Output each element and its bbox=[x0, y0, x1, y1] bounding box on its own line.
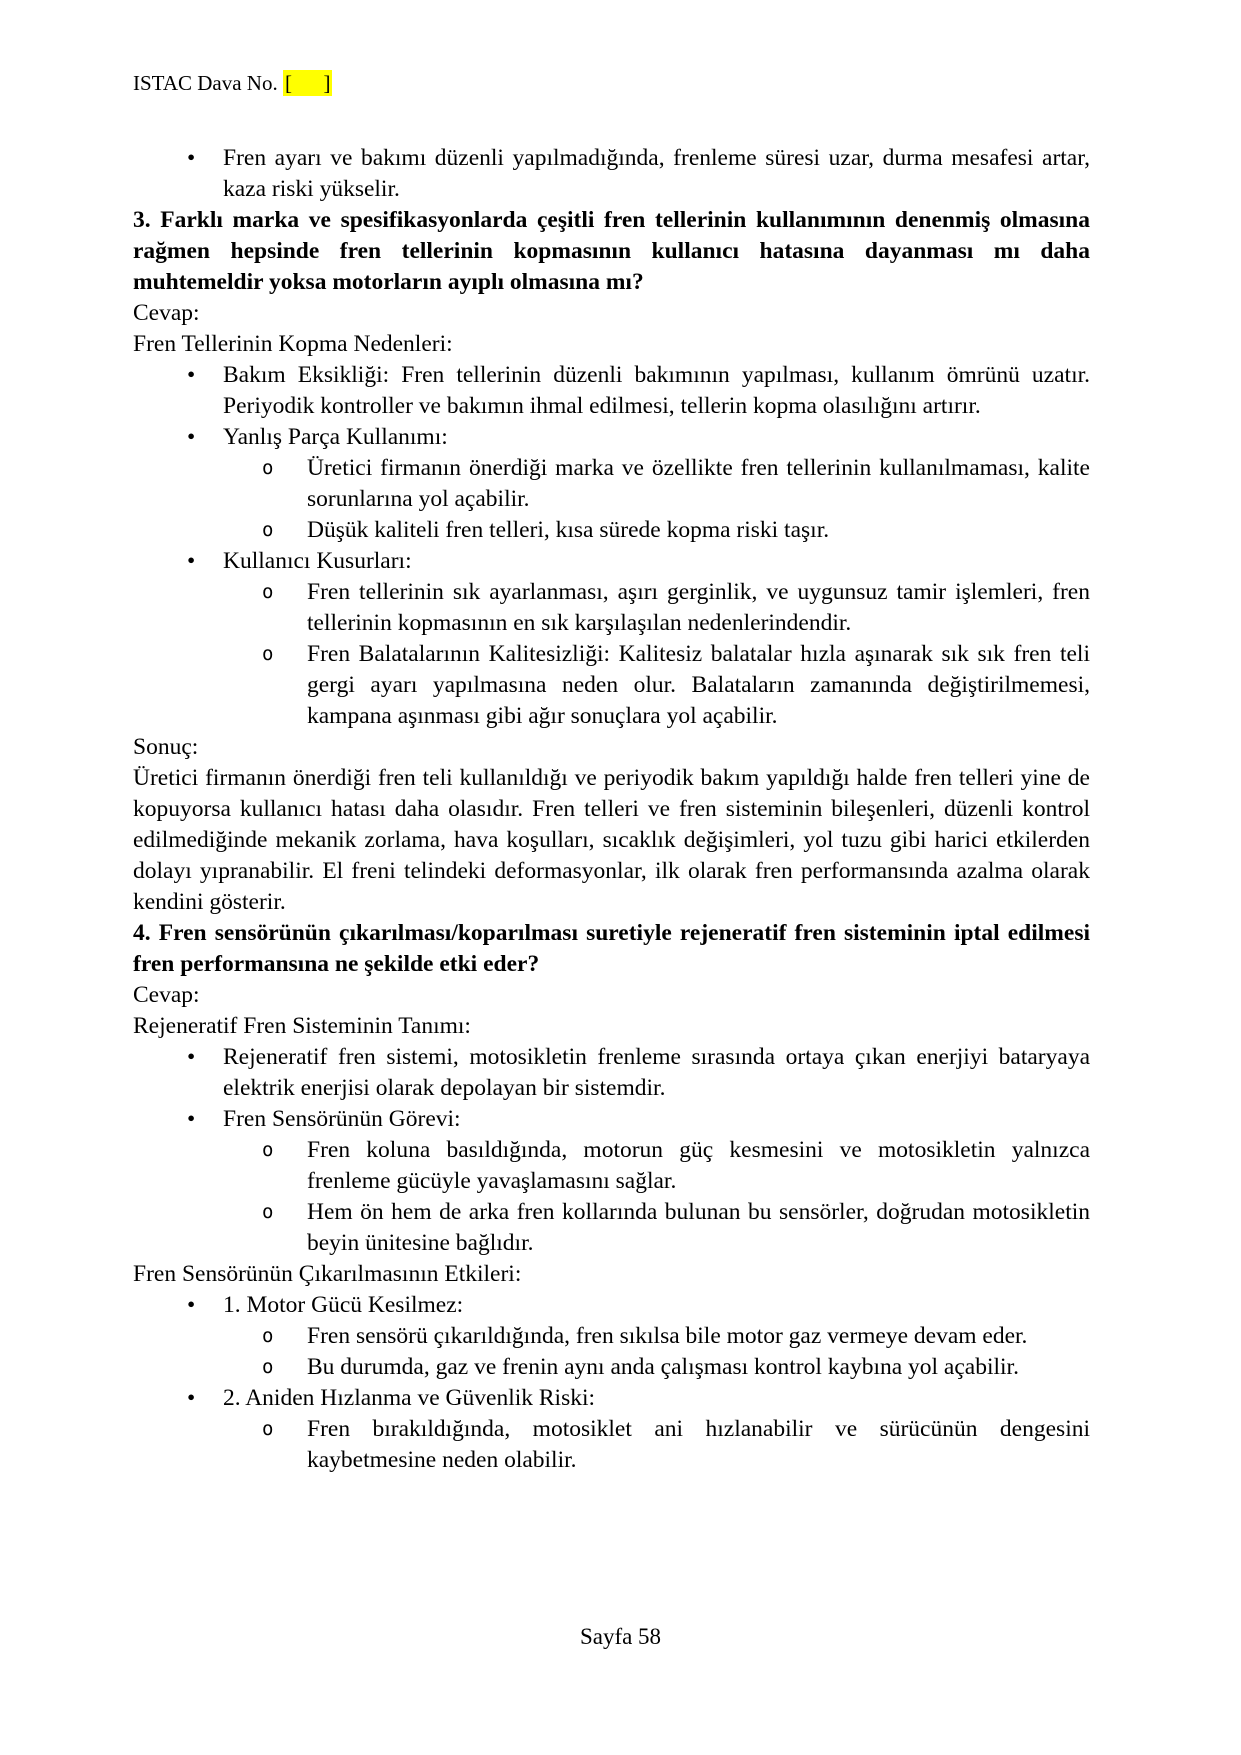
sub-bullet-text: Bu durumda, gaz ve frenin aynı anda çalışması kontrol kaybına yol açabilir. bbox=[307, 1354, 1019, 1380]
bullet-text: Fren Sensörünün Görevi: bbox=[223, 1106, 461, 1132]
bullet-item bbox=[133, 1104, 1090, 1135]
paragraph: Fren Tellerinin Kopma Nedenleri: bbox=[133, 331, 453, 357]
bullet-icon: • bbox=[187, 1106, 196, 1132]
bullet-text: 2. Aniden Hızlanma ve Güvenlik Riski: bbox=[223, 1385, 596, 1411]
sub-bullet-text: Düşük kaliteli fren telleri, kısa sürede kopma riski taşır. bbox=[307, 517, 830, 543]
bullet-icon: • bbox=[187, 1385, 196, 1411]
bullet-item bbox=[133, 1290, 1090, 1321]
bullet-item bbox=[133, 143, 1090, 205]
bullet-icon: • bbox=[187, 362, 196, 388]
bullet-text: Yanlış Parça Kullanımı: bbox=[223, 424, 448, 450]
sub-bullet-item bbox=[133, 1135, 1090, 1197]
circle-bullet-icon: o bbox=[262, 1325, 274, 1347]
circle-bullet-icon: o bbox=[262, 519, 274, 541]
question-heading: 4. Fren sensörünün çıkarılması/koparılması suretiyle rejeneratif fren sisteminin iptal edilmesi fren performansına ne şekilde etki eder? bbox=[133, 920, 1090, 977]
bullet-icon: • bbox=[187, 145, 196, 171]
bullet-item bbox=[133, 360, 1090, 422]
page-number: Sayfa 58 bbox=[579, 1624, 662, 1649]
sub-bullet-text: Fren sensörü çıkarıldığında, fren sıkılsa bile motor gaz vermeye devam eder. bbox=[307, 1323, 1028, 1349]
circle-bullet-icon: o bbox=[262, 581, 274, 603]
bullet-icon: • bbox=[187, 548, 196, 574]
sub-bullet-text: Fren tellerinin sık ayarlanması, aşırı gerginlik, ve uygunsuz tamir işlemleri, fren tellerinin kopmasının en sık karşılaşılan nedenlerindendir. bbox=[307, 579, 1090, 636]
sub-bullet-text: Üretici firmanın önerdiği marka ve özellikte fren tellerinin kullanılmaması, kalite sorunlarına yol açabilir. bbox=[307, 455, 1090, 512]
bullet-item bbox=[133, 1042, 1090, 1104]
case-label: ISTAC Dava No. bbox=[133, 71, 283, 95]
sub-bullet-text: Fren bırakıldığında, motosiklet ani hızlanabilir ve sürücünün dengesini kaybetmesine neden olabilir. bbox=[307, 1416, 1090, 1473]
bullet-item bbox=[133, 546, 1090, 577]
circle-bullet-icon: o bbox=[262, 1139, 274, 1161]
bullet-text: Bakım Eksikliği: Fren tellerinin düzenli bakımının yapılması, kullanım ömrünü uzatır. Periyodik kontroller ve bakımın ihmal edilmesi, tellerin kopma olasılığını artırır. bbox=[223, 362, 1090, 419]
sub-bullet-text: Fren koluna basıldığında, motorun güç kesmesini ve motosikletin yalnızca frenleme gücüyle yavaşlamasını sağlar. bbox=[307, 1137, 1090, 1194]
sub-bullet-text: Fren Balatalarının Kalitesizliği: Kalitesiz balatalar hızla aşınarak sık sık fren teli gergi ayarı yapılmasına neden olur. Balataların zamanında değiştirilmemesi, kampana aşınması gibi ağır sonuçlara yol açabilir. bbox=[307, 641, 1090, 729]
bullet-icon: • bbox=[187, 424, 196, 450]
paragraph: Sonuç: bbox=[133, 734, 199, 760]
circle-bullet-icon: o bbox=[262, 1201, 274, 1223]
sub-bullet-item bbox=[133, 1197, 1090, 1259]
sub-bullet-item bbox=[133, 1414, 1090, 1476]
bullet-item bbox=[133, 422, 1090, 453]
document-body bbox=[133, 143, 1090, 1476]
circle-bullet-icon: o bbox=[262, 457, 274, 479]
bullet-item bbox=[133, 1383, 1090, 1414]
sub-bullet-item bbox=[133, 515, 1090, 546]
paragraph: Rejeneratif Fren Sisteminin Tanımı: bbox=[133, 1013, 471, 1039]
paragraph: Cevap: bbox=[133, 300, 200, 326]
case-number-highlight: [ ] bbox=[284, 71, 331, 95]
header bbox=[133, 70, 332, 97]
sub-bullet-item bbox=[133, 639, 1090, 732]
circle-bullet-icon: o bbox=[262, 643, 274, 665]
bullet-icon: • bbox=[187, 1292, 196, 1318]
paragraph: Fren Sensörünün Çıkarılmasının Etkileri: bbox=[133, 1261, 522, 1287]
page-footer bbox=[0, 1622, 1241, 1652]
sub-bullet-item bbox=[133, 577, 1090, 639]
circle-bullet-icon: o bbox=[262, 1356, 274, 1378]
bullet-text: 1. Motor Gücü Kesilmez: bbox=[223, 1292, 464, 1318]
sub-bullet-item bbox=[133, 1321, 1090, 1352]
sub-bullet-item bbox=[133, 1352, 1090, 1383]
paragraph: Cevap: bbox=[133, 982, 200, 1008]
circle-bullet-icon: o bbox=[262, 1418, 274, 1440]
bullet-icon: • bbox=[187, 1044, 196, 1070]
bullet-text: Fren ayarı ve bakımı düzenli yapılmadığında, frenleme süresi uzar, durma mesafesi artar, kaza riski yükselir. bbox=[223, 145, 1090, 202]
bullet-text: Rejeneratif fren sistemi, motosikletin frenleme sırasında ortaya çıkan enerjiyi bataryaya elektrik enerjisi olarak depolayan bir sistemdir. bbox=[223, 1044, 1090, 1101]
sub-bullet-text: Hem ön hem de arka fren kollarında bulunan bu sensörler, doğrudan motosikletin beyin ünitesine bağlıdır. bbox=[307, 1199, 1090, 1256]
bullet-text: Kullanıcı Kusurları: bbox=[223, 548, 412, 574]
sub-bullet-item bbox=[133, 453, 1090, 515]
question-heading: 3. Farklı marka ve spesifikasyonlarda çeşitli fren tellerinin kullanımının denenmiş olmasına rağmen hepsinde fren tellerinin kopmasının kullanıcı hatasına dayanması mı daha muhtemeldir yoksa motorların ayıplı olmasına mı? bbox=[133, 207, 1090, 295]
paragraph: Üretici firmanın önerdiği fren teli kullanıldığı ve periyodik bakım yapıldığı halde fren telleri yine de kopuyorsa kullanıcı hatası daha olasıdır. Fren telleri ve fren sisteminin bileşenleri, düzenli kontrol edilmediğinde mekanik zorlama, hava koşulları, sıcaklık değişimleri, yol tuzu gibi harici etkilerden dolayı yıpranabilir. El freni telindeki deformasyonlar, ilk olarak fren performansında azalma olarak kendini gösterir. bbox=[133, 765, 1090, 915]
